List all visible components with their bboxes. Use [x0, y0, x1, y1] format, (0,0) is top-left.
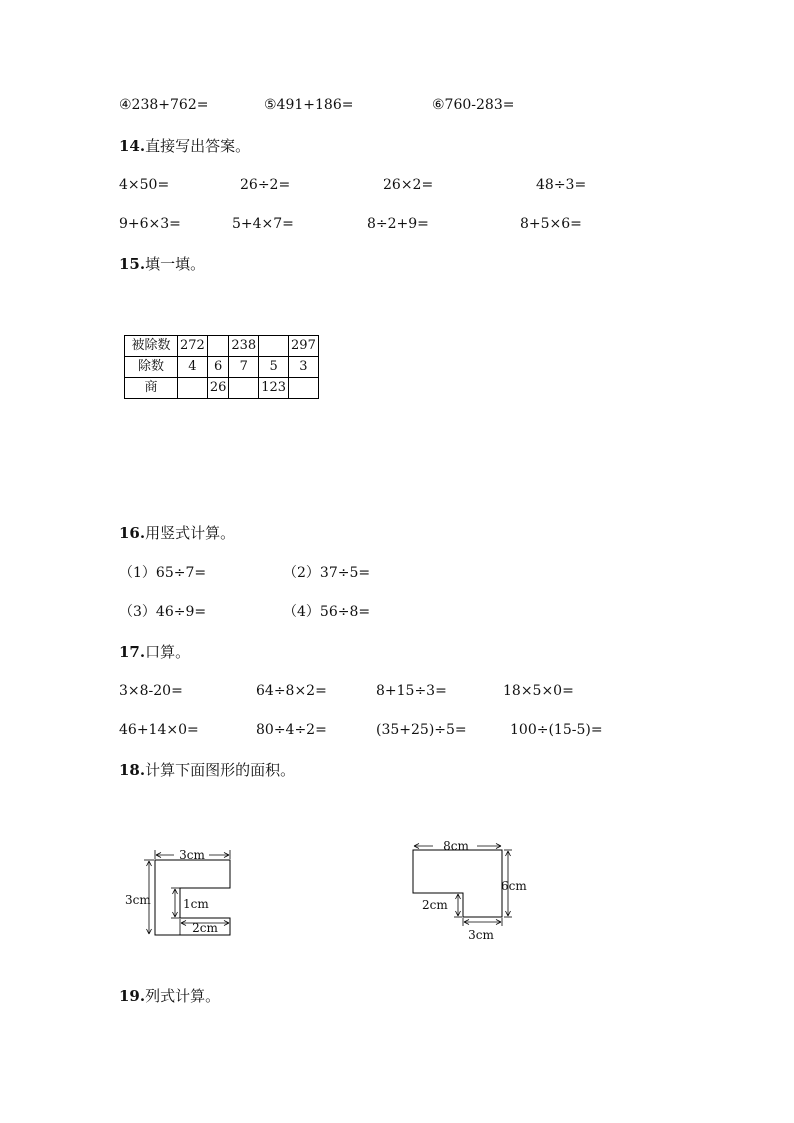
q17-r2-c4: 100÷(15-5)=	[510, 722, 603, 738]
q15-title: 填一填。	[145, 255, 206, 273]
q16-item-4: （4）56÷8=	[283, 604, 371, 620]
table-row-quotient	[125, 378, 319, 399]
quotient-cell-2: 26	[207, 378, 229, 399]
figure-notched-rectangle	[405, 835, 545, 945]
dividend-cell-2	[207, 336, 229, 357]
dividend-cell-4	[259, 336, 289, 357]
q16-item-3: （3）46÷9=	[119, 604, 207, 620]
fig1-bottom-label: 2cm	[192, 921, 218, 935]
q14-r1-c3: 26×2=	[383, 177, 434, 193]
q14-heading	[119, 138, 250, 154]
q14-r1-c1: 4×50=	[119, 177, 170, 193]
q17-r2-c3: (35+25)÷5=	[376, 722, 467, 738]
q15-heading	[119, 256, 205, 272]
quotient-cell-5	[289, 378, 319, 399]
divisor-label: 除数	[125, 357, 178, 378]
q17-title: 口算。	[145, 643, 191, 661]
q14-r2-c3: 8÷2+9=	[367, 216, 429, 232]
dividend-cell-1: 272	[178, 336, 208, 357]
q19-title: 列式计算。	[145, 987, 221, 1005]
q18-title: 计算下面图形的面积。	[145, 761, 296, 779]
q14-number: 14.	[119, 137, 146, 155]
quotient-label: 商	[125, 378, 178, 399]
figure-c-shape	[115, 840, 245, 945]
divisor-cell-3: 7	[229, 357, 259, 378]
q16-item-2: （2）37÷5=	[283, 565, 371, 581]
divisor-cell-4: 5	[259, 357, 289, 378]
q17-r2-c1: 46+14×0=	[119, 722, 199, 738]
divisor-cell-5: 3	[289, 357, 319, 378]
q17-heading	[119, 644, 190, 660]
q14-r1-c2: 26÷2=	[240, 177, 291, 193]
q13-item-6: ⑥760-283=	[432, 97, 515, 113]
division-table	[124, 335, 319, 399]
q16-title: 用竖式计算。	[145, 524, 236, 542]
q14-r2-c4: 8+5×6=	[520, 216, 582, 232]
quotient-cell-1	[178, 378, 208, 399]
q14-r2-c1: 9+6×3=	[119, 216, 181, 232]
fig1-left-label: 3cm	[125, 893, 151, 907]
q17-number: 17.	[119, 643, 146, 661]
q14-r2-c2: 5+4×7=	[232, 216, 294, 232]
fig1-inner-label: 1cm	[183, 897, 209, 911]
q16-heading	[119, 525, 235, 541]
q14-r1-c4: 48÷3=	[536, 177, 587, 193]
q17-r2-c2: 80÷4÷2=	[256, 722, 327, 738]
dividend-cell-3: 238	[229, 336, 259, 357]
q17-r1-c4: 18×5×0=	[503, 683, 574, 699]
fig2-notch-w-label: 3cm	[468, 928, 494, 942]
q17-r1-c1: 3×8-20=	[119, 683, 183, 699]
fig2-right-label: 6cm	[501, 879, 527, 893]
quotient-cell-3	[229, 378, 259, 399]
q17-r1-c3: 8+15÷3=	[376, 683, 447, 699]
q16-item-1: （1）65÷7=	[119, 565, 207, 581]
quotient-cell-4: 123	[259, 378, 289, 399]
dividend-label: 被除数	[125, 336, 178, 357]
divisor-cell-1: 4	[178, 357, 208, 378]
table-row-dividend	[125, 336, 319, 357]
q18-number: 18.	[119, 761, 146, 779]
q13-item-4: ④238+762=	[119, 97, 209, 113]
fig1-top-label: 3cm	[179, 848, 205, 862]
q17-r1-c2: 64÷8×2=	[256, 683, 327, 699]
q14-title: 直接写出答案。	[145, 137, 251, 155]
q19-heading	[119, 988, 220, 1004]
q16-number: 16.	[119, 524, 146, 542]
q19-number: 19.	[119, 987, 146, 1005]
q13-item-5: ⑤491+186=	[264, 97, 354, 113]
q15-number: 15.	[119, 255, 146, 273]
dividend-cell-5: 297	[289, 336, 319, 357]
fig2-notch-h-label: 2cm	[422, 898, 448, 912]
divisor-cell-2: 6	[207, 357, 229, 378]
fig2-top-label: 8cm	[443, 839, 469, 853]
table-row-divisor	[125, 357, 319, 378]
q18-heading	[119, 762, 295, 778]
